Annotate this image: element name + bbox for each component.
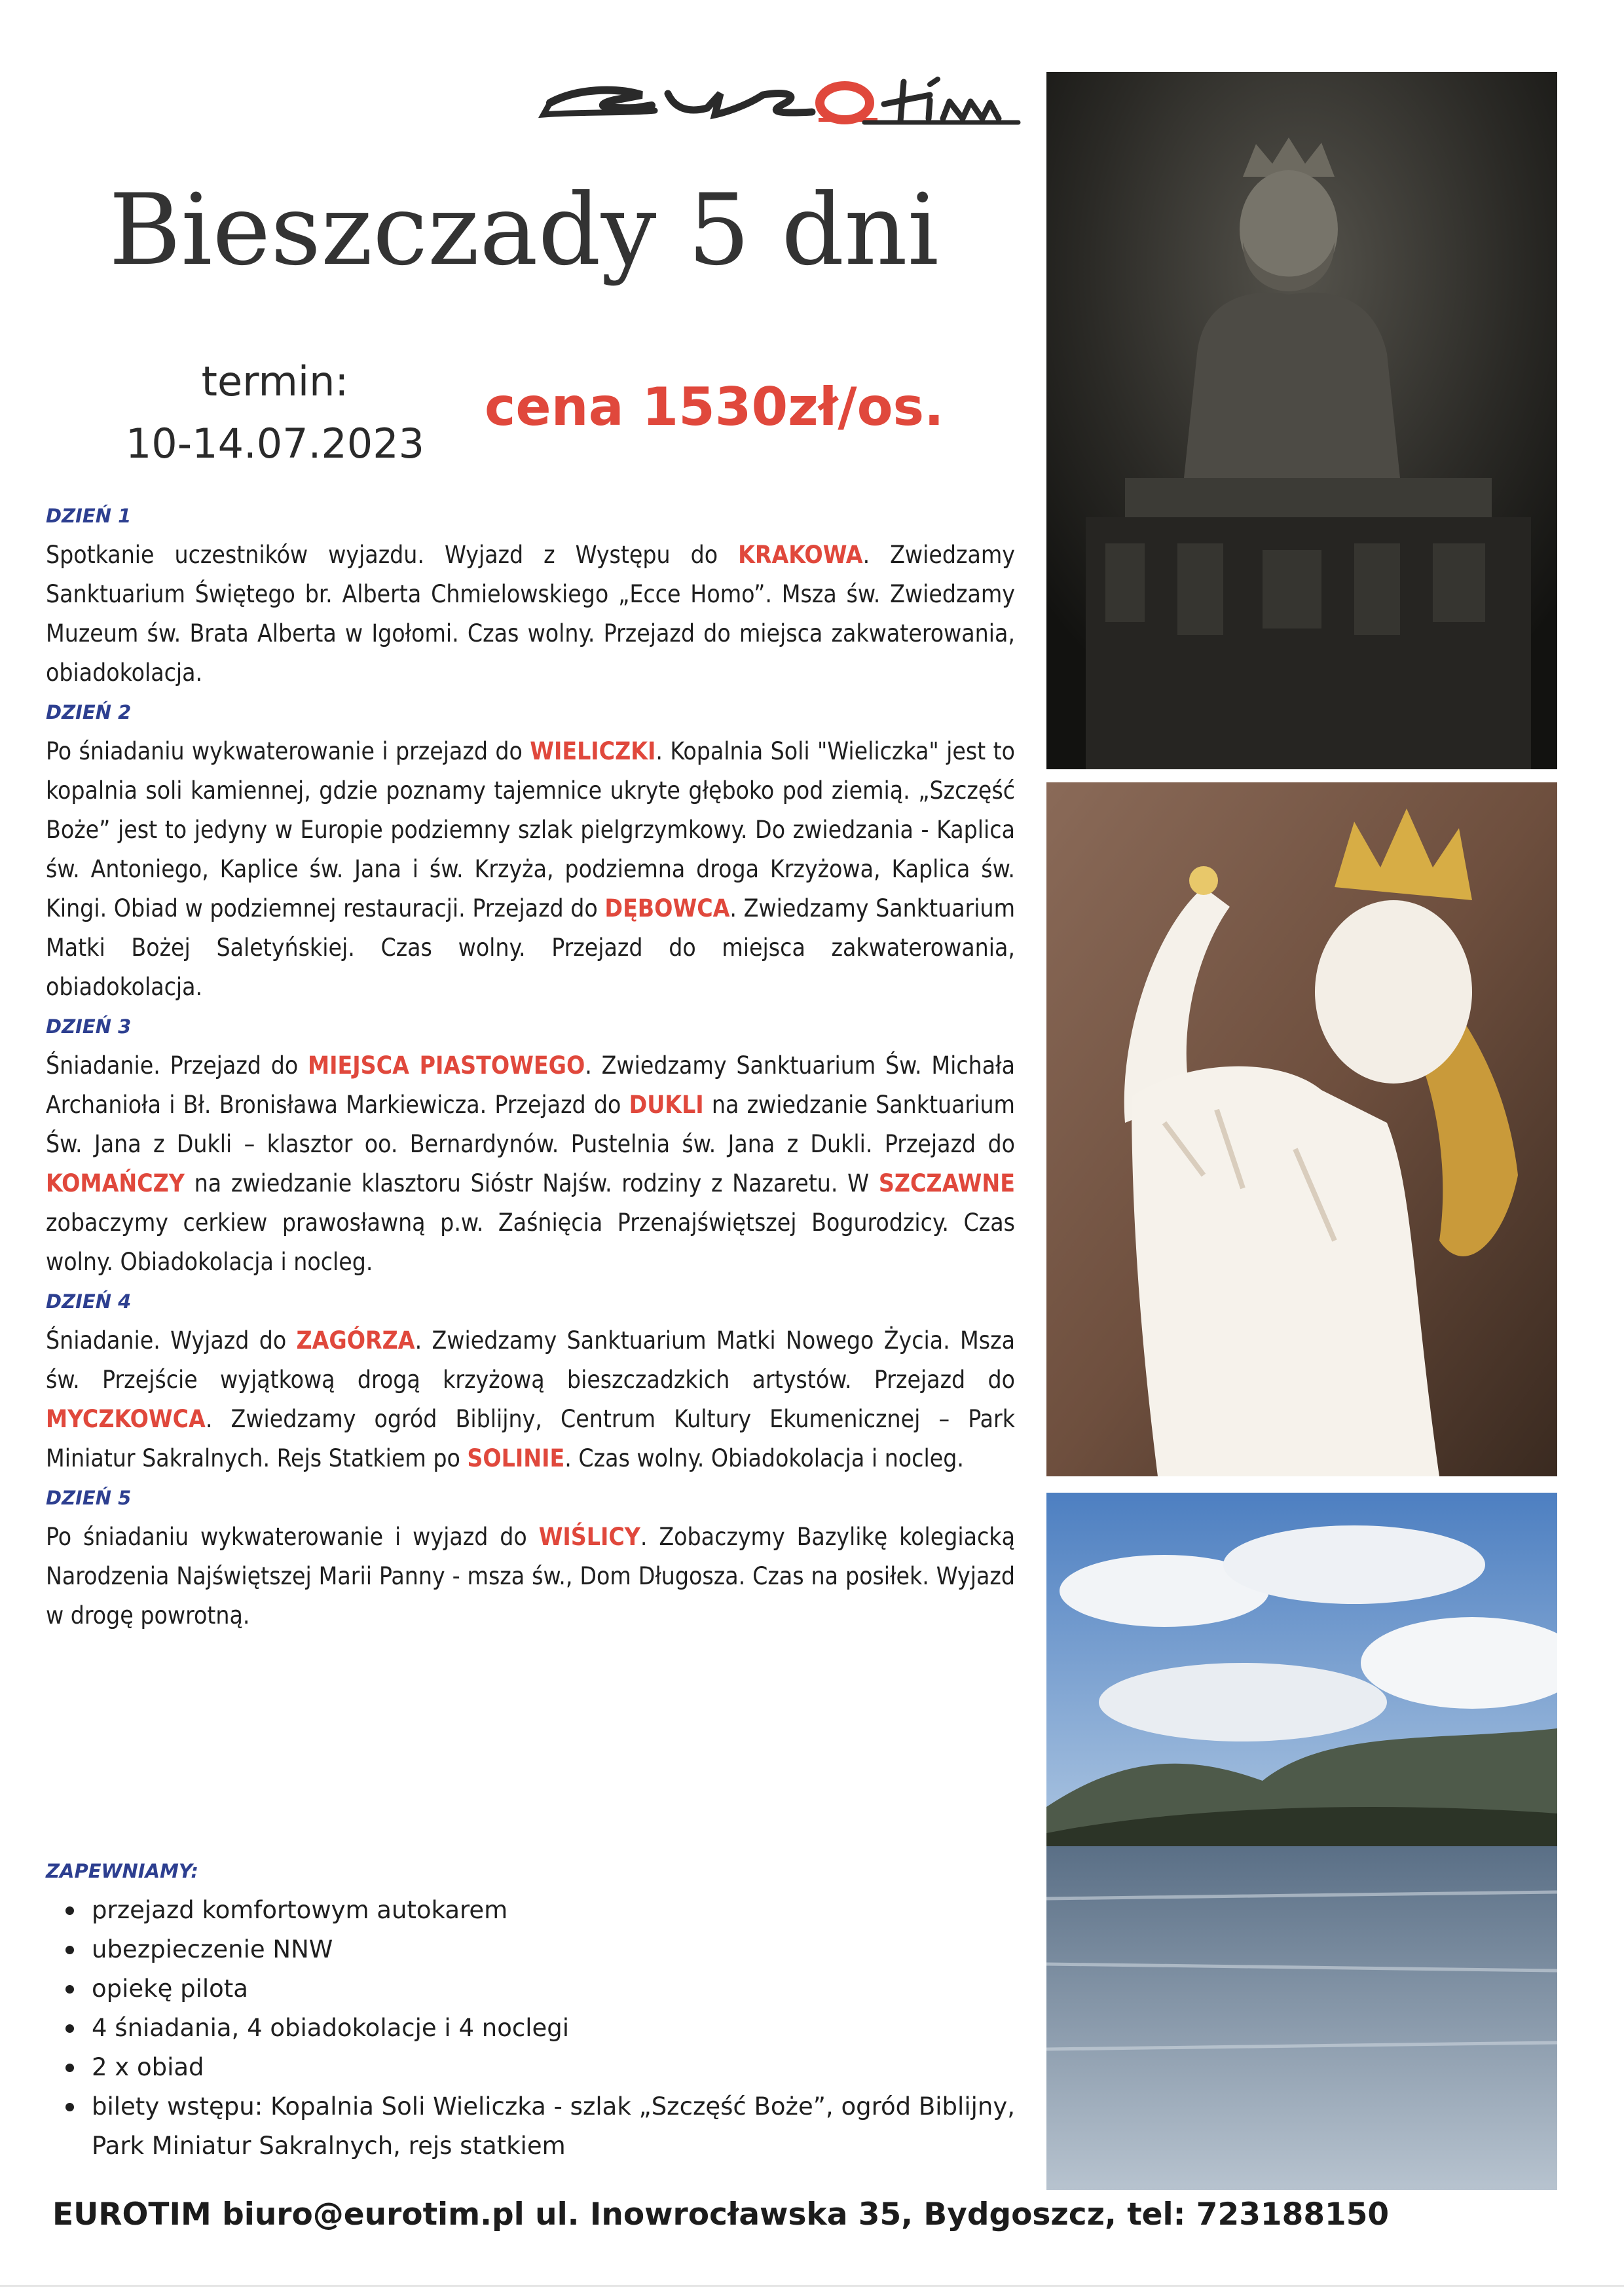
day-description: Śniadanie. Przejazd do MIEJSCA PIASTOWEGO. Zwiedzamy Sanktuarium Św. Michała Archanioła i Bł. Bronisława Markiewicza. Przejazd do DUKLI na zwiedzanie Sanktuarium Św. Jana z Dukli – klasztor oo. Bernardynów. Pustelnia św. Jana z Dukli. Przejazd do KOMAŃCZY na zwiedzanie klasztoru Sióstr Najśw. rodziny z Nazaretu. W SZCZAWNE zobaczymy cerkiew prawosławną p.w. Zaśnięcia Przenajświętszej Bogurodzicy. Czas wolny. Obiadokolacja i nocleg.	[46, 1051, 1015, 1276]
place-highlight: KRAKOWA	[738, 541, 863, 569]
day-label: DZIEŃ 3	[46, 1015, 132, 1038]
footer-contact: EUROTIM biuro@eurotim.pl ul. Inowrocławska 35, Bydgoszcz, tel: 723188150	[52, 2196, 1390, 2232]
place-highlight: SOLINIE	[467, 1444, 565, 1472]
list-item: przejazd komfortowym autokarem	[46, 1891, 1015, 1930]
day-label: DZIEŃ 2	[46, 701, 132, 723]
place-highlight: WIELICZKI	[530, 737, 656, 765]
provide-list	[46, 1891, 1015, 2166]
place-highlight: MIEJSCA PIASTOWEGO	[308, 1051, 585, 1080]
day-label: DZIEŃ 1	[46, 505, 132, 527]
list-item: ubezpieczenie NNW	[46, 1930, 1015, 1969]
day-description: Śniadanie. Wyjazd do ZAGÓRZA. Zwiedzamy Sanktuarium Matki Nowego Życia. Msza św. Przejście wyjątkową drogą krzyżową bieszczadzkich artystów. Przejazd do MYCZKOWCA. Zwiedzamy ogród Biblijny, Centrum Kultury Ekumenicznej – Park Miniatur Sakralnych. Rejs Statkiem po SOLINIE. Czas wolny. Obiadokolacja i nocleg.	[46, 1326, 1015, 1472]
termin-label: termin:	[201, 357, 349, 405]
place-highlight: DĘBOWCA	[604, 894, 730, 922]
day-label: DZIEŃ 5	[46, 1487, 132, 1509]
day-description: Po śniadaniu wykwaterowanie i przejazd do WIELICZKI. Kopalnia Soli "Wieliczka" jest to kopalnia soli kamiennej, gdzie poznamy tajemnice ukryte głęboko pod ziemią. „Szczęść Boże” jest to jedyny w Europie podziemny szlak pielgrzymkowy. Do zwiedzania - Kaplica św. Antoniego, Kaplice św. Jana i św. Krzyża, podziemna droga Krzyżowa, Kaplica św. Kingi. Obiad w podziemnej restauracji. Przejazd do DĘBOWCA. Zwiedzamy Sanktuarium Matki Bożej Saletyńskiej. Czas wolny. Przejazd do miejsca zakwaterowania, obiadokolacja.	[46, 737, 1016, 1001]
eurotim-logo	[537, 62, 1022, 137]
itinerary	[46, 496, 1015, 1635]
place-highlight: KOMAŃCZY	[46, 1169, 185, 1197]
place-highlight: SZCZAWNE	[878, 1169, 1015, 1197]
place-highlight: MYCZKOWCA	[46, 1405, 206, 1433]
scan-edge-line	[0, 2285, 1624, 2287]
day-section	[46, 496, 1015, 693]
day-description: Po śniadaniu wykwaterowanie i wyjazd do WIŚLICY. Zobaczymy Bazylikę kolegiacką Narodzenia Najświętszej Marii Panny - msza św., Dom Długosza. Czas na posiłek. Wyjazd w drogę powrotną.	[46, 1523, 1015, 1630]
day-section	[46, 1007, 1015, 1282]
day-description: Spotkanie uczestników wyjazdu. Wyjazd z Występu do KRAKOWA. Zwiedzamy Sanktuarium Świętego br. Alberta Chmielowskiego „Ecce Homo”. Msza św. Zwiedzamy Muzeum św. Brata Alberta w Igołomi. Czas wolny. Przejazd do miejsca zakwaterowania, obiadokolacja.	[46, 541, 1015, 687]
king-sculpture-photo	[1046, 72, 1557, 769]
list-item: 4 śniadania, 4 obiadokolacje i 4 noclegi	[46, 2009, 1015, 2048]
day-label: DZIEŃ 4	[46, 1290, 132, 1313]
day-section	[46, 693, 1015, 1007]
provide-heading: ZAPEWNIAMY:	[46, 1860, 198, 1882]
place-highlight: DUKLI	[629, 1091, 704, 1119]
termin-block	[105, 350, 445, 475]
place-highlight: ZAGÓRZA	[296, 1326, 415, 1355]
list-item: opiekę pilota	[46, 1969, 1015, 2009]
provide-section	[46, 1851, 1015, 2166]
price: cena 1530zł/os.	[485, 376, 944, 437]
day-section	[46, 1282, 1015, 1478]
page-title: Bieszczady 5 dni	[109, 173, 939, 287]
list-item: bilety wstępu: Kopalnia Soli Wieliczka - szlak „Szczęść Boże”, ogród Biblijny, Park Miniatur Sakralnych, rejs statkiem	[46, 2087, 1015, 2166]
list-item: 2 x obiad	[46, 2048, 1015, 2087]
termin-dates: 10-14.07.2023	[125, 420, 425, 467]
lake-landscape-photo	[1046, 1493, 1557, 2190]
day-section	[46, 1478, 1015, 1635]
archangel-statue-photo	[1046, 782, 1557, 1476]
place-highlight: WIŚLICY	[538, 1523, 640, 1551]
